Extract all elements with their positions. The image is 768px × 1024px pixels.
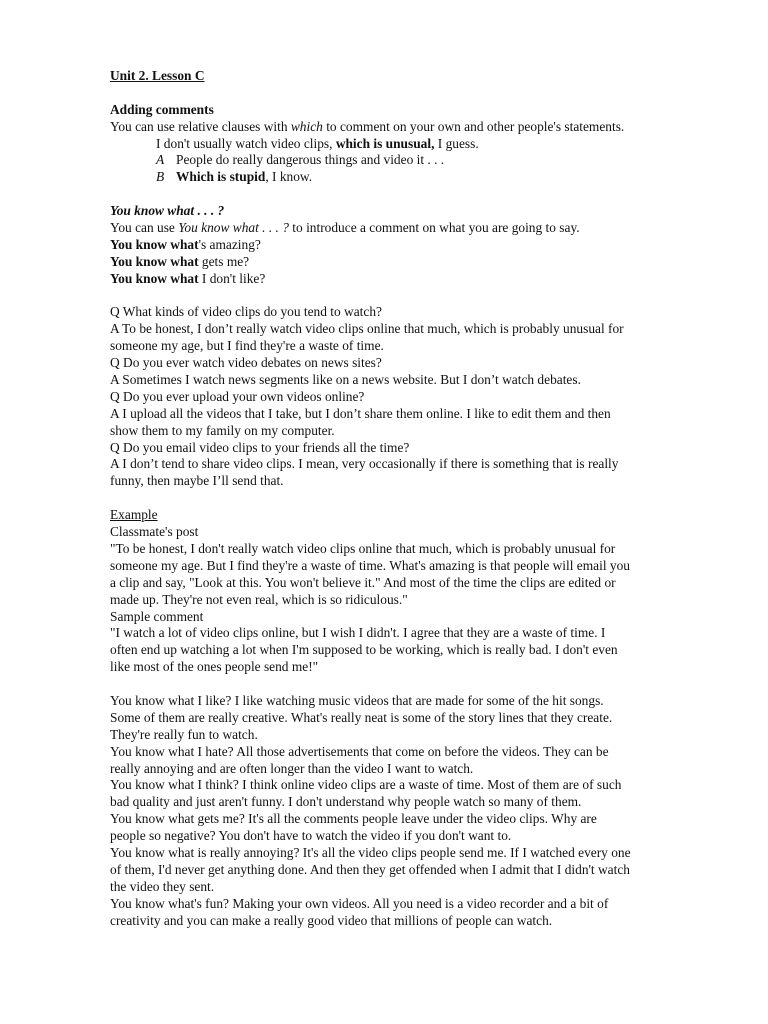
qa-line: A Sometimes I watch news segments like on a news website. But I don’t watch debates. [110,372,581,388]
example-text: I don't usually watch video clips, [156,135,336,151]
intro-italic: which [290,118,323,134]
comment-line: "I watch a lot of video clips online, but I wish I didn't. I agree that they are a waste of time. I [110,625,606,641]
speaker-letter-b: B [156,169,165,185]
comment-line: like most of the ones people send me!" [110,659,319,675]
example-sentence-b [110,169,720,186]
final-line: the video they sent. [110,878,215,894]
final-line: really annoying and are often longer than the video I want to watch. [110,760,474,776]
final-line: You know what I hate? All those advertisements that come on before the videos. They can be [110,743,609,759]
post-label: Classmate's post [110,524,199,540]
final-line: You know what gets me? It's all the comments people leave under the video clips. Why are [110,811,597,827]
spacer [110,490,720,507]
qa-line: someone my age, but I find they're a waste of time. [110,338,384,354]
example-sentence-1 [110,136,720,153]
example-bold: You know what [110,253,199,269]
comment-line: often end up watching a lot when I'm supposed to be working, which is really bad. I don't even [110,642,618,658]
page-title: Unit 2. Lesson C [110,68,205,83]
section-heading-you-know-what: You know what . . . ? [110,203,225,219]
example-bold: You know what [110,236,199,252]
post-line: made up. They're not even real, which is so ridiculous." [110,591,408,607]
spacer [110,186,720,203]
spacer [110,288,720,305]
example-bold: Which is stupid [176,169,266,185]
you-know-what-intro [110,220,720,237]
qa-line: A I upload all the videos that I take, but I don’t share them online. I like to edit them and then [110,405,611,421]
example-text: People do really dangerous things and video it . . . [176,152,445,168]
final-line: You know what I think? I think online video clips are a waste of time. Most of them are of such [110,777,622,793]
qa-line: Q What kinds of video clips do you tend to watch? [110,304,382,320]
final-line: of them, I'd never get anything done. And then they get offended when I admit that I didn't watch [110,861,630,877]
final-line: You know what's fun? Making your own videos. All you need is a video recorder and a bit of [110,895,609,911]
example-bold: which is unusual, [335,135,435,151]
qa-line: Q Do you ever upload your own videos online? [110,388,365,404]
final-line: people so negative? You don't have to watch the video if you don't want to. [110,828,512,844]
qa-line: A To be honest, I don’t really watch video clips online that much, which is probably unusual for [110,321,624,337]
spacer [110,676,720,693]
document-page [110,68,720,929]
qa-line: A I don’t tend to share video clips. I mean, very occasionally if there is something that is really [110,456,619,472]
intro-text-end: to comment on your own and other people's statements. [322,118,625,134]
final-line: bad quality and just aren't funny. I don't understand why people watch so many of them. [110,794,582,810]
example-text-end: I guess. [434,135,479,151]
qa-line: show them to my family on my computer. [110,422,335,438]
final-line: creativity and you can make a really good video that millions of people can watch. [110,912,553,928]
section-heading-adding-comments: Adding comments [110,101,214,117]
qa-line: Q Do you email video clips to your friends all the time? [110,439,410,455]
comment-label: Sample comment [110,608,204,624]
post-line: someone my age. But I find they're a waste of time. What's amazing is that people will email you [110,557,630,573]
adding-comments-intro [110,119,720,136]
intro-italic: You know what . . . ? [178,220,289,236]
example-bold: You know what [110,270,199,286]
example-rest: I don't like? [198,270,266,286]
post-line: "To be honest, I don't really watch video clips online that much, which is probably unusual for [110,540,616,556]
final-line: You know what I like? I like watching music videos that are made for some of the hit songs. [110,692,604,708]
final-line: They're really fun to watch. [110,726,258,742]
qa-line: Q Do you ever watch video debates on news sites? [110,355,382,371]
intro-text: You can use [110,220,179,236]
you-know-what-example-2 [110,254,720,271]
section-heading-example: Example [110,507,158,523]
final-line: You know what is really annoying? It's all the video clips people send me. If I watched every one [110,844,631,860]
example-rest: 's amazing? [198,236,261,252]
spacer [110,85,720,102]
you-know-what-example-1 [110,237,720,254]
final-line: Some of them are really creative. What's really neat is some of the story lines that they create. [110,709,613,725]
post-line: a clip and say, "Look at this. You won't believe it." And most of the time the clips are edited or [110,574,616,590]
speaker-letter-a: A [156,152,165,168]
example-text-end: , I know. [265,169,313,185]
intro-text-end: to introduce a comment on what you are going to say. [288,220,580,236]
intro-text: You can use relative clauses with [110,118,291,134]
qa-line: funny, then maybe I’ll send that. [110,473,284,489]
example-rest: gets me? [198,253,250,269]
you-know-what-example-3 [110,271,720,288]
example-sentence-a [110,152,720,169]
